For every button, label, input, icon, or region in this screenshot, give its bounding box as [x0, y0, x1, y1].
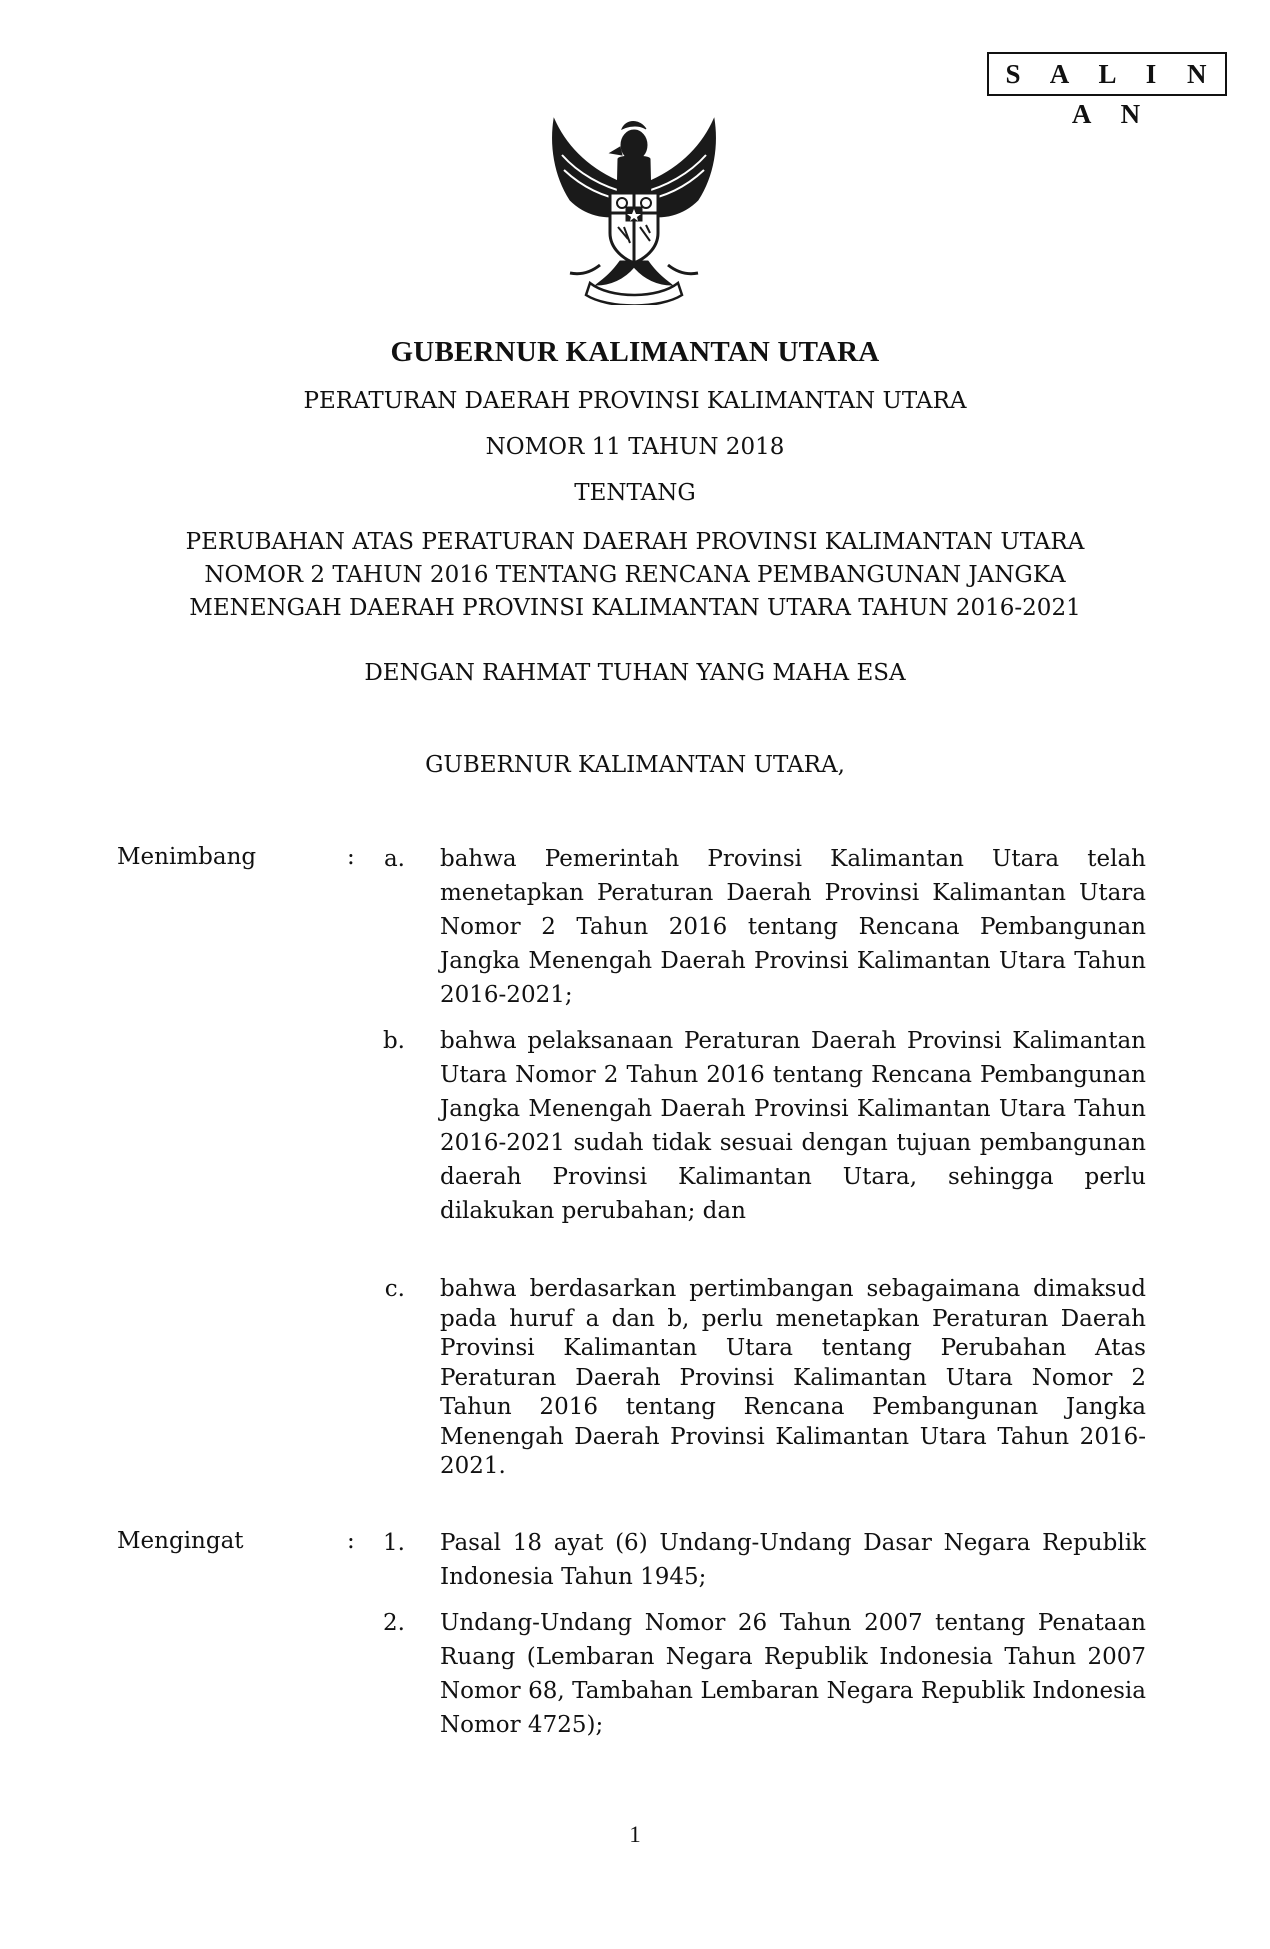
governor-line: GUBERNUR KALIMANTAN UTARA,	[425, 752, 845, 778]
document-title: GUBERNUR KALIMANTAN UTARA	[390, 336, 880, 368]
menimbang-label: Menimbang	[117, 844, 257, 870]
item-text: Pasal 18 ayat (6) Undang-Undang Dasar Negara Republik Indonesia Tahun 1945;	[440, 1530, 1146, 1590]
page-number: 1	[629, 1822, 641, 1847]
item-mark: b.	[382, 1028, 405, 1054]
item-mark: 2.	[383, 1610, 405, 1636]
regulation-number: NOMOR 11 TAHUN 2018	[485, 434, 785, 460]
menimbang-item	[378, 1024, 1146, 1228]
item-text: bahwa pelaksanaan Peraturan Daerah Provinsi Kalimantan Utara Nomor 2 Tahun 2016 tentang Rencana Pembangunan Jangka Menengah Daerah Provinsi Kalimantan Utara Tahun 2016-2021 sudah tidak sesuai dengan tujuan pembangunan daerah Provinsi Kalimantan Utara, sehingga perlu dilakukan perubahan; dan	[440, 1028, 1146, 1224]
item-text: bahwa berdasarkan pertimbangan sebagaimana dimaksud pada huruf a dan b, perlu menetapkan Peraturan Daerah Provinsi Kalimantan Utara tentang Perubahan Atas Peraturan Daerah Provinsi Kalimantan Utara Nomor 2 Tahun 2016 tentang Rencana Pembangunan Jangka Menengah Daerah Provinsi Kalimantan Utara Tahun 2016-2021.	[440, 1276, 1146, 1479]
subject-line: NOMOR 2 TAHUN 2016 TENTANG RENCANA PEMBANGUNAN JANGKA	[204, 562, 1066, 588]
regulation-subject	[0, 526, 1270, 625]
item-mark: a.	[383, 846, 405, 872]
mengingat-colon: :	[347, 1528, 355, 1554]
item-text: bahwa Pemerintah Provinsi Kalimantan Utara telah menetapkan Peraturan Daerah Provinsi Kalimantan Utara Nomor 2 Tahun 2016 tentang Rencana Pembangunan Jangka Menengah Daerah Provinsi Kalimantan Utara Tahun 2016-2021;	[440, 846, 1146, 1008]
menimbang-item	[378, 842, 1146, 1012]
salinan-stamp: S A L I N A N	[987, 52, 1227, 96]
menimbang-item	[378, 1275, 1146, 1482]
mengingat-item	[378, 1606, 1146, 1742]
mengingat-item	[378, 1526, 1146, 1594]
regulation-type: PERATURAN DAERAH PROVINSI KALIMANTAN UTARA	[303, 388, 967, 414]
tentang-heading: TENTANG	[574, 480, 696, 506]
mengingat-label: Mengingat	[117, 1528, 244, 1554]
blessing-line: DENGAN RAHMAT TUHAN YANG MAHA ESA	[364, 660, 906, 686]
subject-line: PERUBAHAN ATAS PERATURAN DAERAH PROVINSI KALIMANTAN UTARA	[185, 529, 1085, 555]
subject-line: MENENGAH DAERAH PROVINSI KALIMANTAN UTARA TAHUN 2016-2021	[189, 595, 1081, 621]
item-mark: c.	[384, 1276, 405, 1302]
item-mark: 1.	[383, 1530, 405, 1556]
garuda-emblem-icon	[540, 115, 728, 305]
menimbang-colon: :	[347, 844, 355, 870]
item-text: Undang-Undang Nomor 26 Tahun 2007 tentang Penataan Ruang (Lembaran Negara Republik Indonesia Tahun 2007 Nomor 68, Tambahan Lembaran Negara Republik Indonesia Nomor 4725);	[440, 1610, 1146, 1738]
